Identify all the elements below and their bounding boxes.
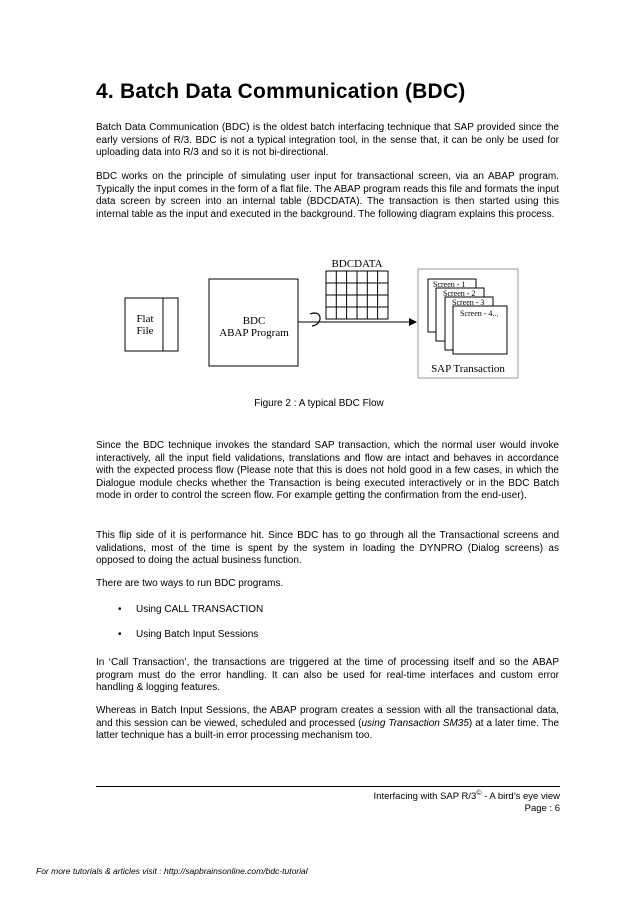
screen-label-2: Screen - 2 — [443, 289, 476, 298]
bdcdata-label: BDCDATA — [331, 258, 383, 270]
footer-page-number: Page : 6 — [524, 803, 560, 814]
footer-title-text: Interfacing with SAP R/3 — [373, 791, 477, 803]
bullet-text: Using Batch Input Sessions — [136, 629, 259, 640]
paragraph-principle: BDC works on the principle of simulating user input for transactional screen, via an ABAP program. Typically the input comes in the form of a flat file. The ABAP program reads this file and formats the input data screen by screen into an internal table (BDCDATA). The transaction is then started using this internal table as the input and executed in the background. The following diagram explains this process. — [96, 171, 559, 220]
paragraph-call-transaction: In ‘Call Transaction’, the transactions are triggered at the time of processing itself and so the ABAP program must do the error handling. It can also be used for real-time interfaces and custom error handling & logging features. — [96, 657, 559, 694]
footer-copyright: © — [476, 790, 482, 797]
bottom-tutorial-note: For more tutorials & articles visit : http://sapbrainsonline.com/bdc-tutorial — [36, 866, 308, 876]
footer-title-suffix: - A bird’s eye view — [481, 791, 560, 803]
paragraph-validation: Since the BDC technique invokes the standard SAP transaction, which the normal user would invoke interactively, all the input field validations, translations and flow are intact and behaves in accordance with the expected process flow (Please note that this is does not hold good in a few cases, in which the Dialogue module checks whether the Transaction is being executed interactively or in the BDC Batch mode in order to control the screen flow. For example getting the confirmation from the end-user). — [96, 440, 559, 502]
paragraph-batch-sessions — [96, 705, 559, 743]
bdc-program-label-2: ABAP Program — [219, 327, 289, 339]
bullet-dot: • — [118, 629, 122, 640]
paragraph-two-ways: There are two ways to run BDC programs. — [96, 578, 284, 589]
flat-file-box — [125, 298, 178, 351]
bdc-program-label-1: BDC — [242, 315, 266, 327]
batch-text-post: ) at a later time. The latter technique has a built-in error processing mechanism too. — [96, 717, 560, 742]
footer-divider — [96, 786, 560, 787]
paragraph-intro: Batch Data Communication (BDC) is the oldest batch interfacing technique that SAP provided since the early versions of R/3. BDC is not a typical integration tool, in the sense that, it can be only be used for uploading data into R/3 and so it is not bi-directional. — [96, 122, 559, 159]
loop-arrow — [310, 313, 320, 326]
figure-caption: Figure 2 : A typical BDC Flow — [254, 398, 384, 409]
footer-book-title — [374, 790, 560, 802]
screen-label-4: Screen - 4... — [460, 309, 499, 318]
batch-text-pre: Whereas in Batch Input Sessions, the ABAP program creates a session with all the transactional data, and this session can be viewed, scheduled and processed ( — [96, 705, 559, 729]
page-title: 4. Batch Data Communication (BDC) — [96, 80, 466, 103]
bullet-dot: • — [118, 604, 122, 615]
screen-label-3: Screen - 3 — [452, 298, 485, 307]
bdcdata-table-grid — [326, 271, 388, 319]
flat-file-label-1: Flat — [136, 313, 154, 325]
flat-file-label-2: File — [136, 325, 154, 337]
screen-label-1: Screen - 1 — [433, 280, 466, 289]
bullet-text: Using CALL TRANSACTION — [136, 604, 264, 615]
bdc-program-box — [209, 279, 298, 366]
sap-transaction-label: SAP Transaction — [431, 363, 505, 375]
batch-text-italic: using Transaction SM35 — [361, 717, 469, 729]
paragraph-performance: This flip side of it is performance hit. Since BDC has to go through all the Transactional screens and validations, most of the time is spent by the system in loading the DYNPRO (Dialog screens) as opposed to doing the actual business function. — [96, 530, 559, 567]
